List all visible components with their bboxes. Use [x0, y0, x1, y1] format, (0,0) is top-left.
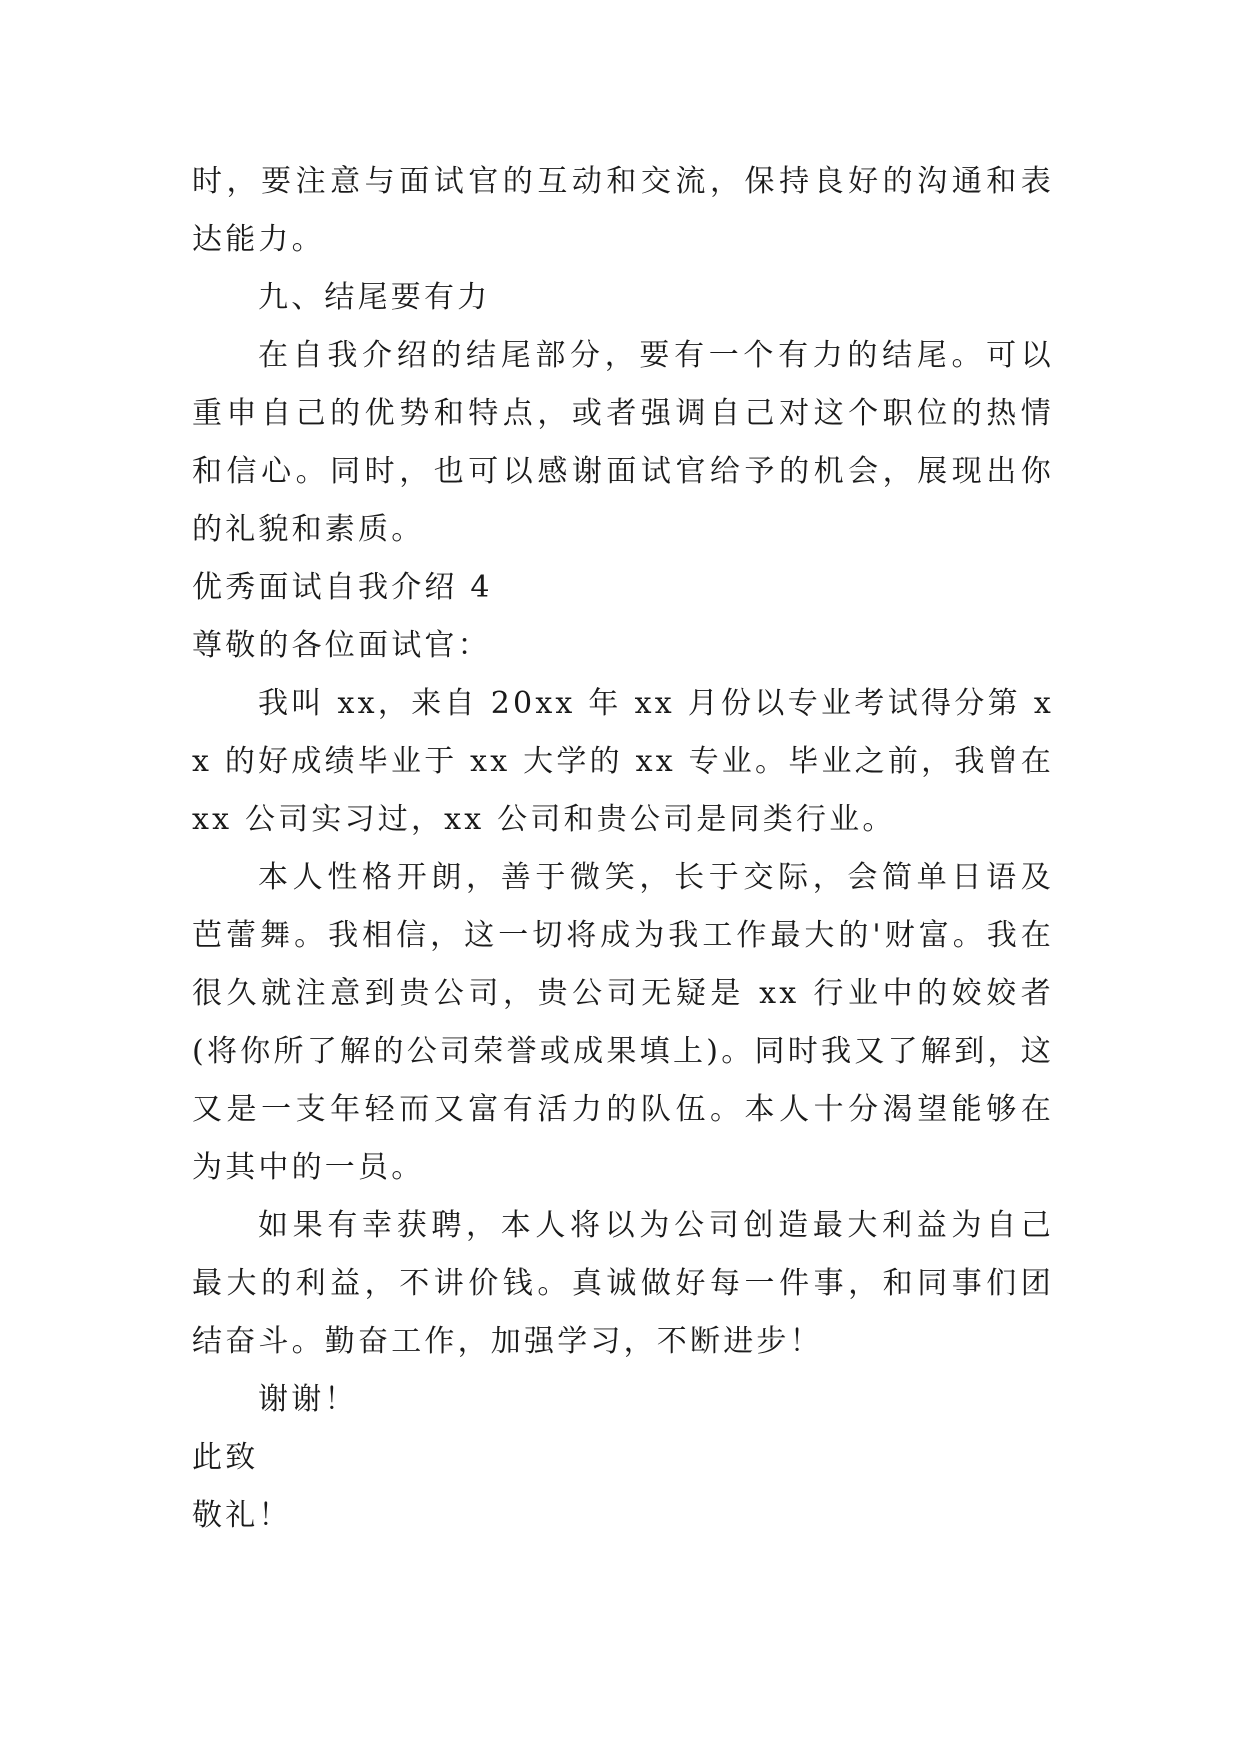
closing-line-2: 敬礼！: [192, 1498, 292, 1533]
continued-paragraph: 时，要注意与面试官的互动和交流，保持良好的沟通和表达能力。: [192, 164, 1054, 257]
paragraph-personality: 本人性格开朗，善于微笑，长于交际，会简单日语及芭蕾舞。我相信，这一切将成为我工作最大的'财富。我在很久就注意到贵公司，贵公司无疑是 xx 行业中的姣姣者(将你所了解的公司荣誉或成果填上)。同时我又了解到，这又是一支年轻而又富有活力的队伍。本人十分渴望能够在为其中的一员。: [192, 860, 1054, 1185]
section-heading-nine: 九、结尾要有力: [258, 280, 491, 315]
paragraph-commitment: 如果有幸获聘，本人将以为公司创造最大利益为自己最大的利益，不讲价钱。真诚做好每一件事，和同事们团结奋斗。勤奋工作，加强学习，不断进步！: [192, 1208, 1054, 1359]
document-body: [192, 153, 1054, 1545]
closing-line-1: 此致: [192, 1440, 259, 1475]
salutation: 尊敬的各位面试官：: [192, 628, 491, 663]
section-title-4: 优秀面试自我介绍 4: [192, 570, 493, 605]
section-nine-paragraph: 在自我介绍的结尾部分，要有一个有力的结尾。可以重申自己的优势和特点，或者强调自己对这个职位的热情和信心。同时，也可以感谢面试官给予的机会，展现出你的礼貌和素质。: [192, 338, 1054, 547]
thanks-line: 谢谢！: [258, 1382, 358, 1417]
paragraph-intro: 我叫 xx，来自 20xx 年 xx 月份以专业考试得分第 xx 的好成绩毕业于 xx 大学的 xx 专业。毕业之前，我曾在 xx 公司实习过，xx 公司和贵公司是同类行业。: [192, 686, 1054, 837]
